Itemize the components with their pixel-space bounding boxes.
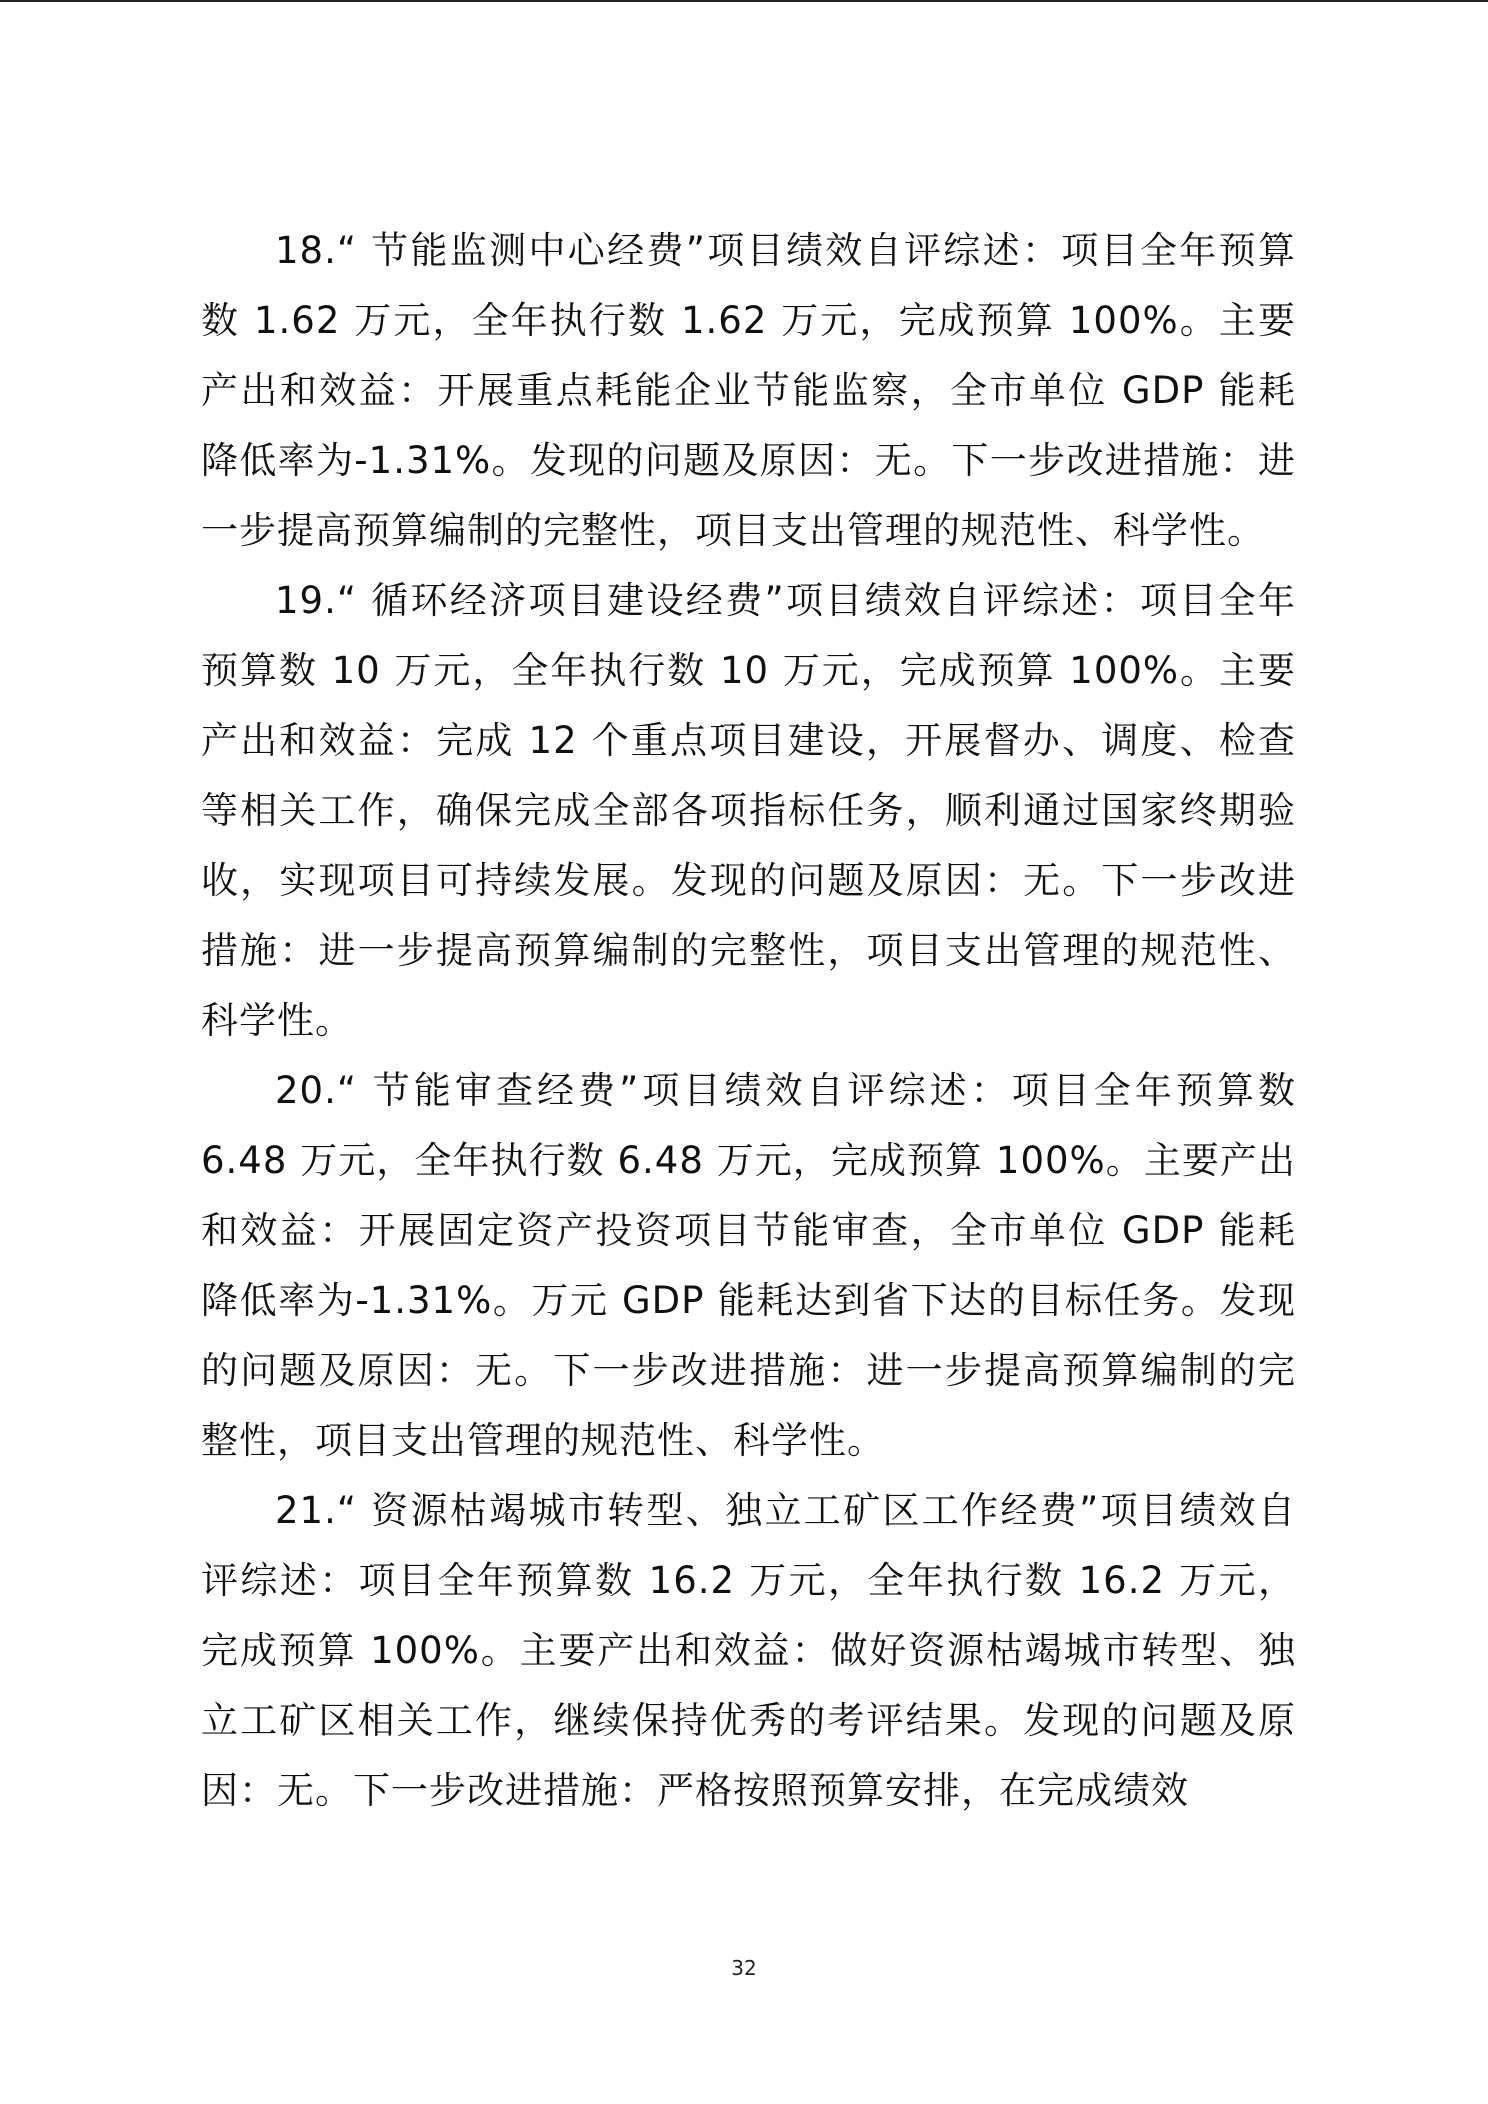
page-number: 32: [731, 1956, 757, 1980]
paragraph-item-21: 21.“ 资源枯竭城市转型、独立工矿区工作经费”项目绩效自评综述：项目全年预算数 16.2 万元，全年执行数 16.2 万元，完成预算 100%。主要产出和效益：做好资源枯竭城市转型、独立工矿区相关工作，继续保持优秀的考评结果。发现的问题及原因：无。下一步改进措施：严格按照预算安排，在完成绩效: [201, 1489, 1296, 1812]
paragraph-item-20: 20.“ 节能审查经费”项目绩效自评综述：项目全年预算数 6.48 万元，全年执行数 6.48 万元，完成预算 100%。主要产出和效益：开展固定资产投资项目节能审查，全市单位 GDP 能耗降低率为-1.31%。万元 GDP 能耗达到省下达的目标任务。发现的问题及原因：无。下一步改进措施：进一步提高预算编制的完整性，项目支出管理的规范性、科学性。: [201, 1069, 1296, 1462]
paragraph-item-19: 19.“ 循环经济项目建设经费”项目绩效自评综述：项目全年预算数 10 万元，全年执行数 10 万元，完成预算 100%。主要产出和效益：完成 12 个重点项目建设，开展督办、调度、检查等相关工作，确保完成全部各项指标任务，顺利通过国家终期验收，实现项目可持续发展。发现的问题及原因：无。下一步改进措施：进一步提高预算编制的完整性，项目支出管理的规范性、科学性。: [201, 579, 1296, 1042]
paragraph-item-18: 18.“ 节能监测中心经费”项目绩效自评综述：项目全年预算数 1.62 万元，全年执行数 1.62 万元，完成预算 100%。主要产出和效益：开展重点耗能企业节能监察，全市单位 GDP 能耗降低率为-1.31%。发现的问题及原因：无。下一步改进措施：进一步提高预算编制的完整性，项目支出管理的规范性、科学性。: [201, 229, 1296, 552]
page-top-border: [0, 0, 1488, 2]
document-body: [201, 216, 1296, 1826]
